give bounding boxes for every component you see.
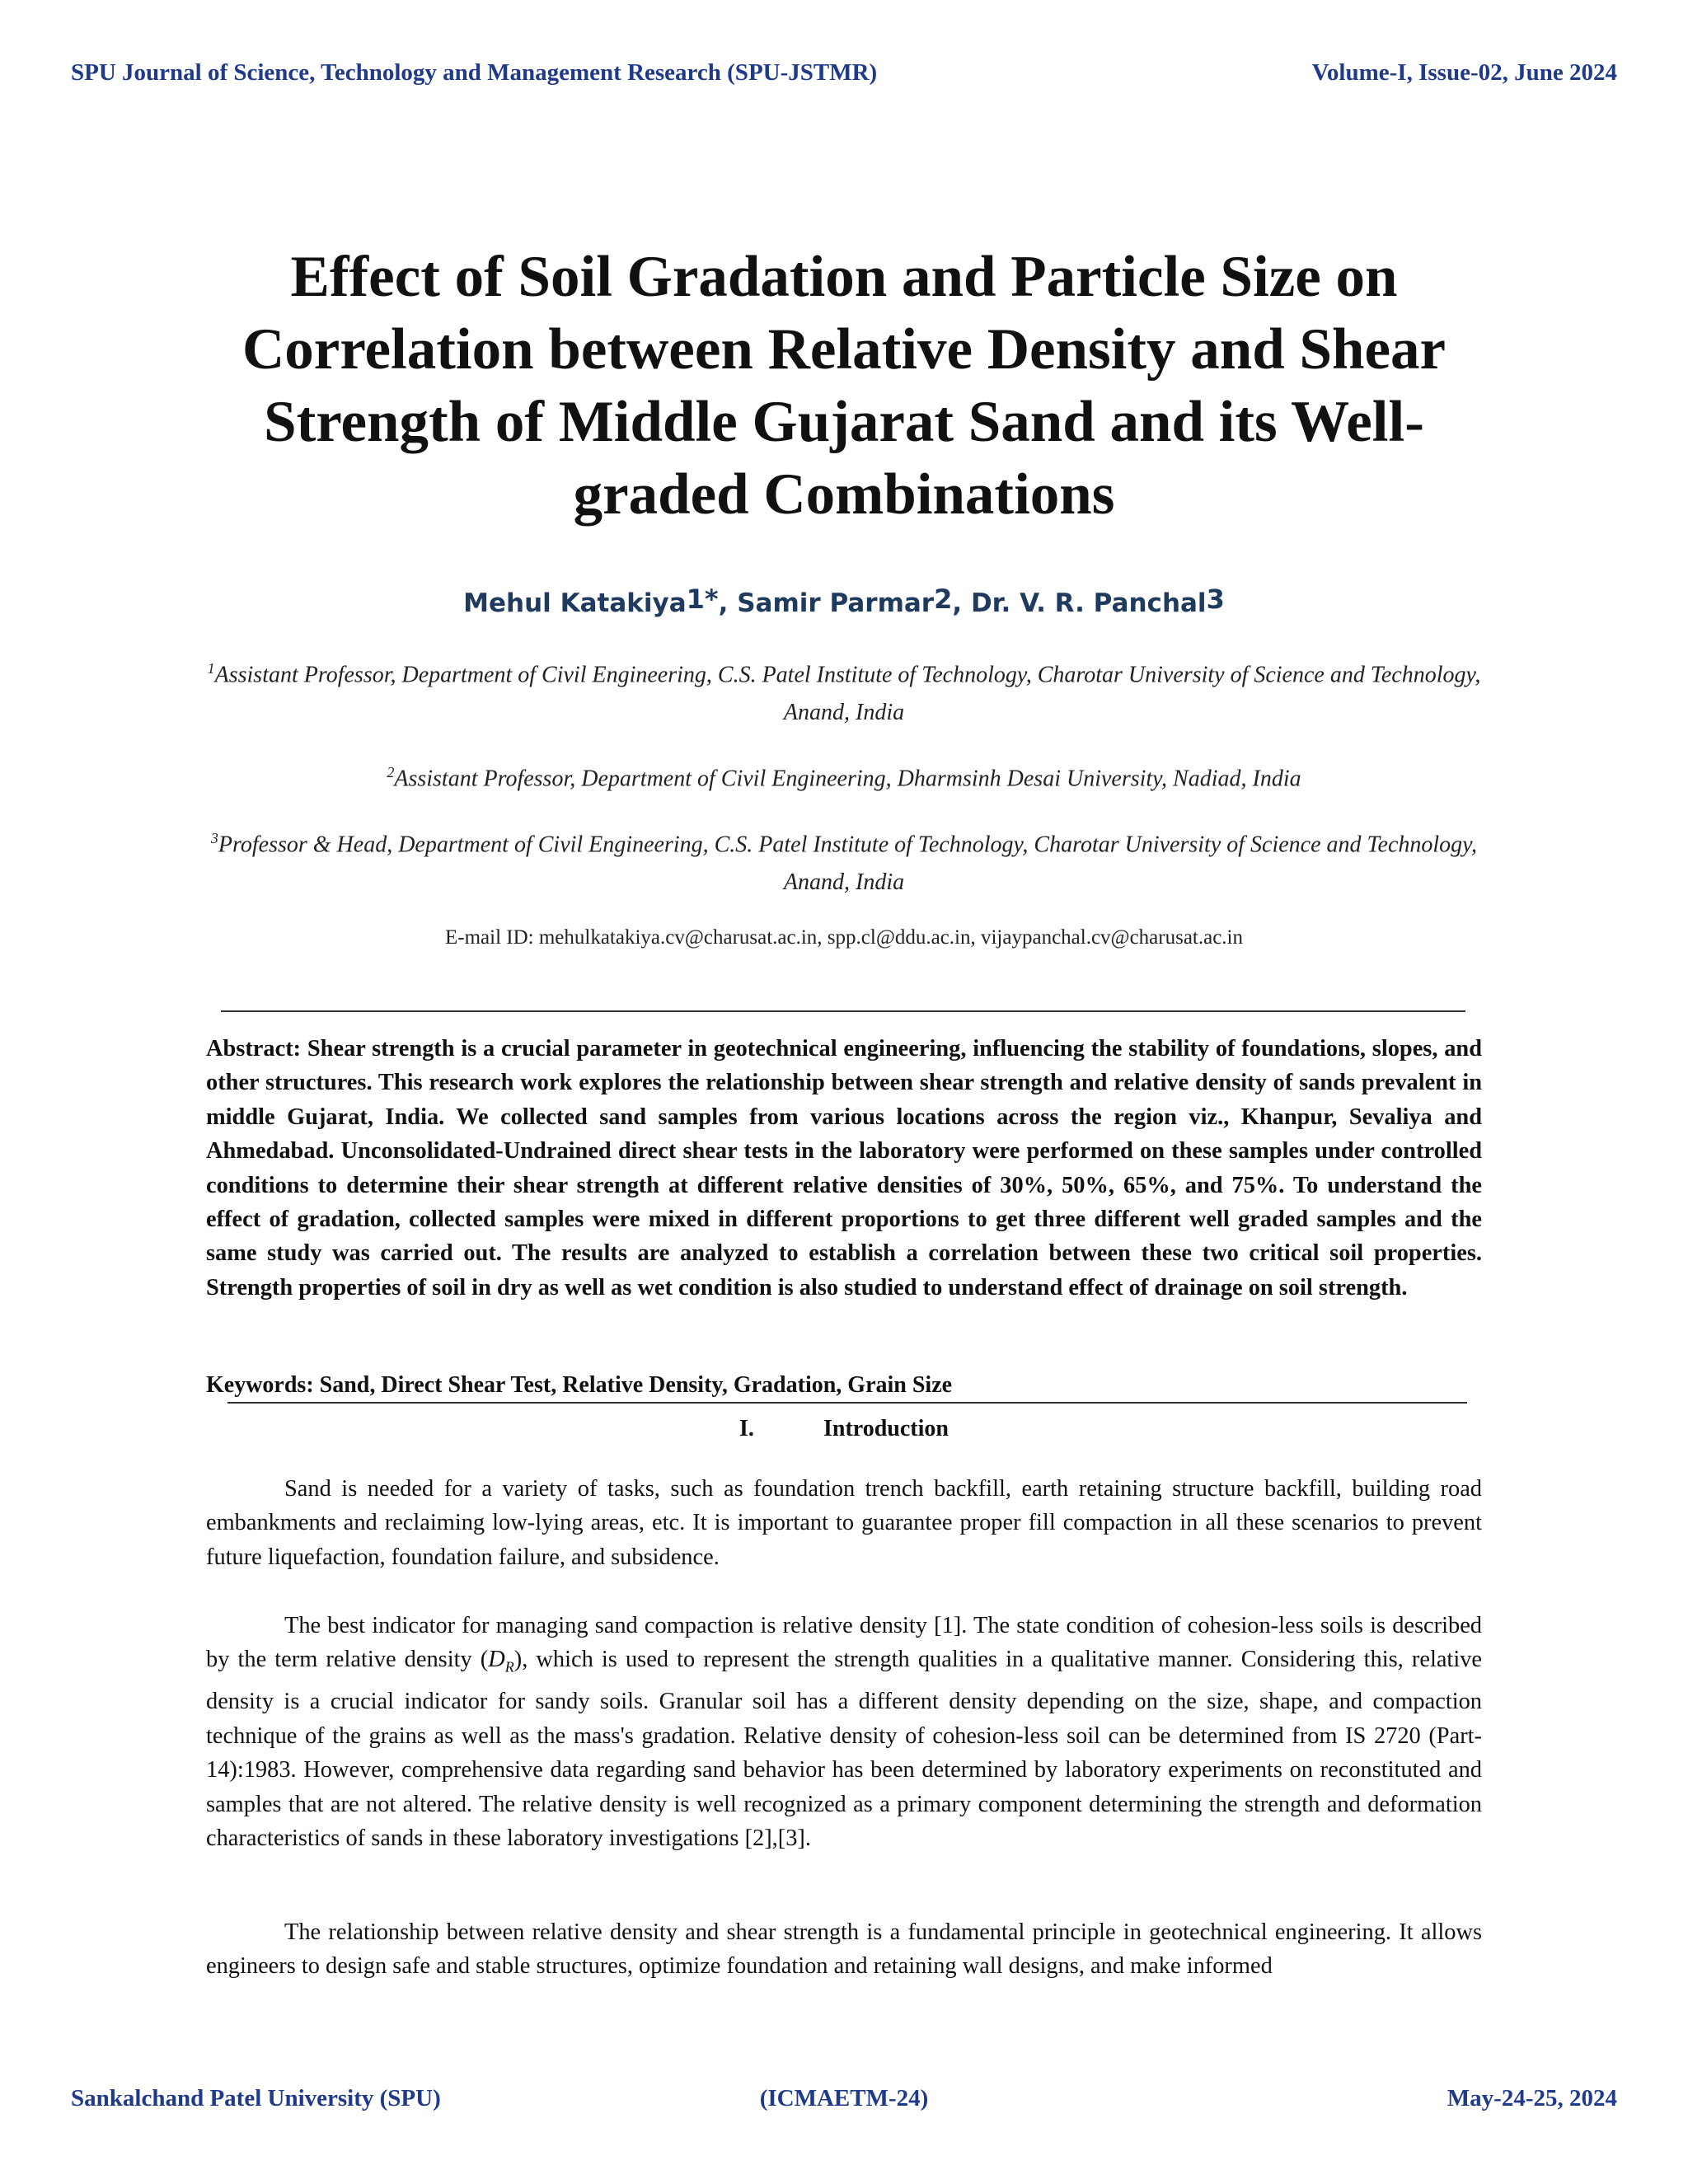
issue-info: Volume-I, Issue-02, June 2024 — [1311, 59, 1617, 86]
divider — [221, 1010, 1465, 1012]
author-name: Mehul Katakiya — [463, 588, 687, 618]
paragraph: Sand is needed for a variety of tasks, such as foundation trench backfill, earth retaining structure backfill, building road embankments and reclaiming low-lying areas, etc. It is important to guarantee proper fill compaction in all these scenarios to prevent future liquefaction, foundation failure, and subsidence. — [206, 1476, 1482, 1570]
author-separator: , — [952, 588, 971, 618]
author-mark: 2 — [934, 583, 953, 615]
title-line: Correlation between Relative Density and Shear — [242, 317, 1446, 382]
footer-conference: (ICMAETM-24) — [759, 2085, 929, 2111]
author-mark: 1* — [686, 583, 719, 615]
math-subscript: R — [504, 1659, 514, 1676]
affiliation-text: Assistant Professor, Department of Civil Engineering, C.S. Patel Institute of Technology, Charotar University of Science and Technology, Anand, India — [214, 662, 1481, 726]
abstract: Abstract: Shear strength is a crucial parameter in geotechnical engineering, influencing the stability of foundations, slopes, and other structures. This research work explores the relationship between shear strength and relative density of sands prevalent in middle Gujarat, India. We collected sand samples from various locations across the region viz., Khanpur, Sevaliya and Ahmedabad. Unconsolidated-Undrained direct shear tests in the laboratory were performed on these samples under controlled conditions to determine their shear strength at different relative densities of 30%, 50%, 65%, and 75%. To understand the effect of gradation, collected samples were mixed in different proportions to get three different well graded samples and the same study was carried out. The results are analyzed to establish a correlation between these two critical soil properties. Strength properties of soil in dry as well as wet condition is also studied to understand effect of drainage on soil strength. — [206, 1036, 1482, 1301]
email-line: E-mail ID: mehulkatakiya.cv@charusat.ac.in, spp.cl@ddu.ac.in, vijaypanchal.cv@charusat.ac.in — [444, 926, 1244, 949]
paper-title — [124, 241, 1564, 531]
author-name: Samir Parmar — [737, 588, 935, 618]
journal-name: SPU Journal of Science, Technology and Management Research (SPU-JSTMR) — [71, 59, 878, 86]
affiliation-text: Assistant Professor, Department of Civil Engineering, Dharmsinh Desai University, Nadiad, India — [394, 766, 1301, 792]
footer-university: Sankalchand Patel University (SPU) — [71, 2085, 441, 2111]
author-name: Dr. V. R. Panchal — [970, 588, 1207, 618]
author-separator: , — [718, 588, 738, 618]
affiliation-mark: 3 — [210, 830, 218, 846]
title-line: Effect of Soil Gradation and Particle Size on — [290, 245, 1398, 309]
footer-date: May-24-25, 2024 — [1447, 2085, 1617, 2111]
affiliation-1 — [198, 649, 1490, 732]
affiliation-3 — [198, 819, 1490, 902]
affiliation-2 — [198, 753, 1490, 798]
paragraph-text: The best indicator for managing sand compaction is relative density [1]. The state condition of cohesion-less soils is described by the term relative density ( — [206, 1613, 1482, 1673]
affiliation-mark: 1 — [207, 660, 215, 677]
section-title: Introduction — [823, 1416, 949, 1441]
title-line: Strength of Middle Gujarat Sand and its Well- — [264, 390, 1424, 454]
section-heading — [0, 1416, 1688, 1442]
paragraph — [206, 1609, 1482, 1856]
divider — [227, 1402, 1467, 1404]
paragraph-text: ), which is used to represent the strength qualities in a qualitative manner. Considering this, relative density is a crucial indicator for sandy soils. Granular soil has a different density depending on the size, shape, and compaction technique of the grains as well as the mass's gradation. Relative density of cohesion-less soil can be determined from IS 2720 (Part-14):1983. However, comprehensive data regarding sand behavior has been determined by laboratory experiments on reconstituted and samples that are not altered. The relative density is well recognized as a primary component determining the strength and deformation characteristics of sands in these laboratory investigations [2],[3]. — [206, 1647, 1483, 1852]
author-mark: 3 — [1206, 583, 1225, 615]
paragraph: The relationship between relative density and shear strength is a fundamental principle in geotechnical engineering. It allows engineers to design safe and stable structures, optimize foundation and retaining wall designs, and make informed — [206, 1919, 1482, 1980]
author-list — [0, 583, 1688, 618]
affiliation-text: Professor & Head, Department of Civil Engineering, C.S. Patel Institute of Technology, Charotar University of Science and Technology, Anand, India — [218, 832, 1478, 896]
title-line: graded Combinations — [573, 462, 1115, 527]
section-number: I. — [739, 1416, 754, 1441]
keywords: Keywords: Sand, Direct Shear Test, Relative Density, Gradation, Grain Size — [206, 1372, 953, 1398]
affiliation-mark: 2 — [387, 764, 395, 780]
math-symbol: D — [488, 1647, 505, 1673]
